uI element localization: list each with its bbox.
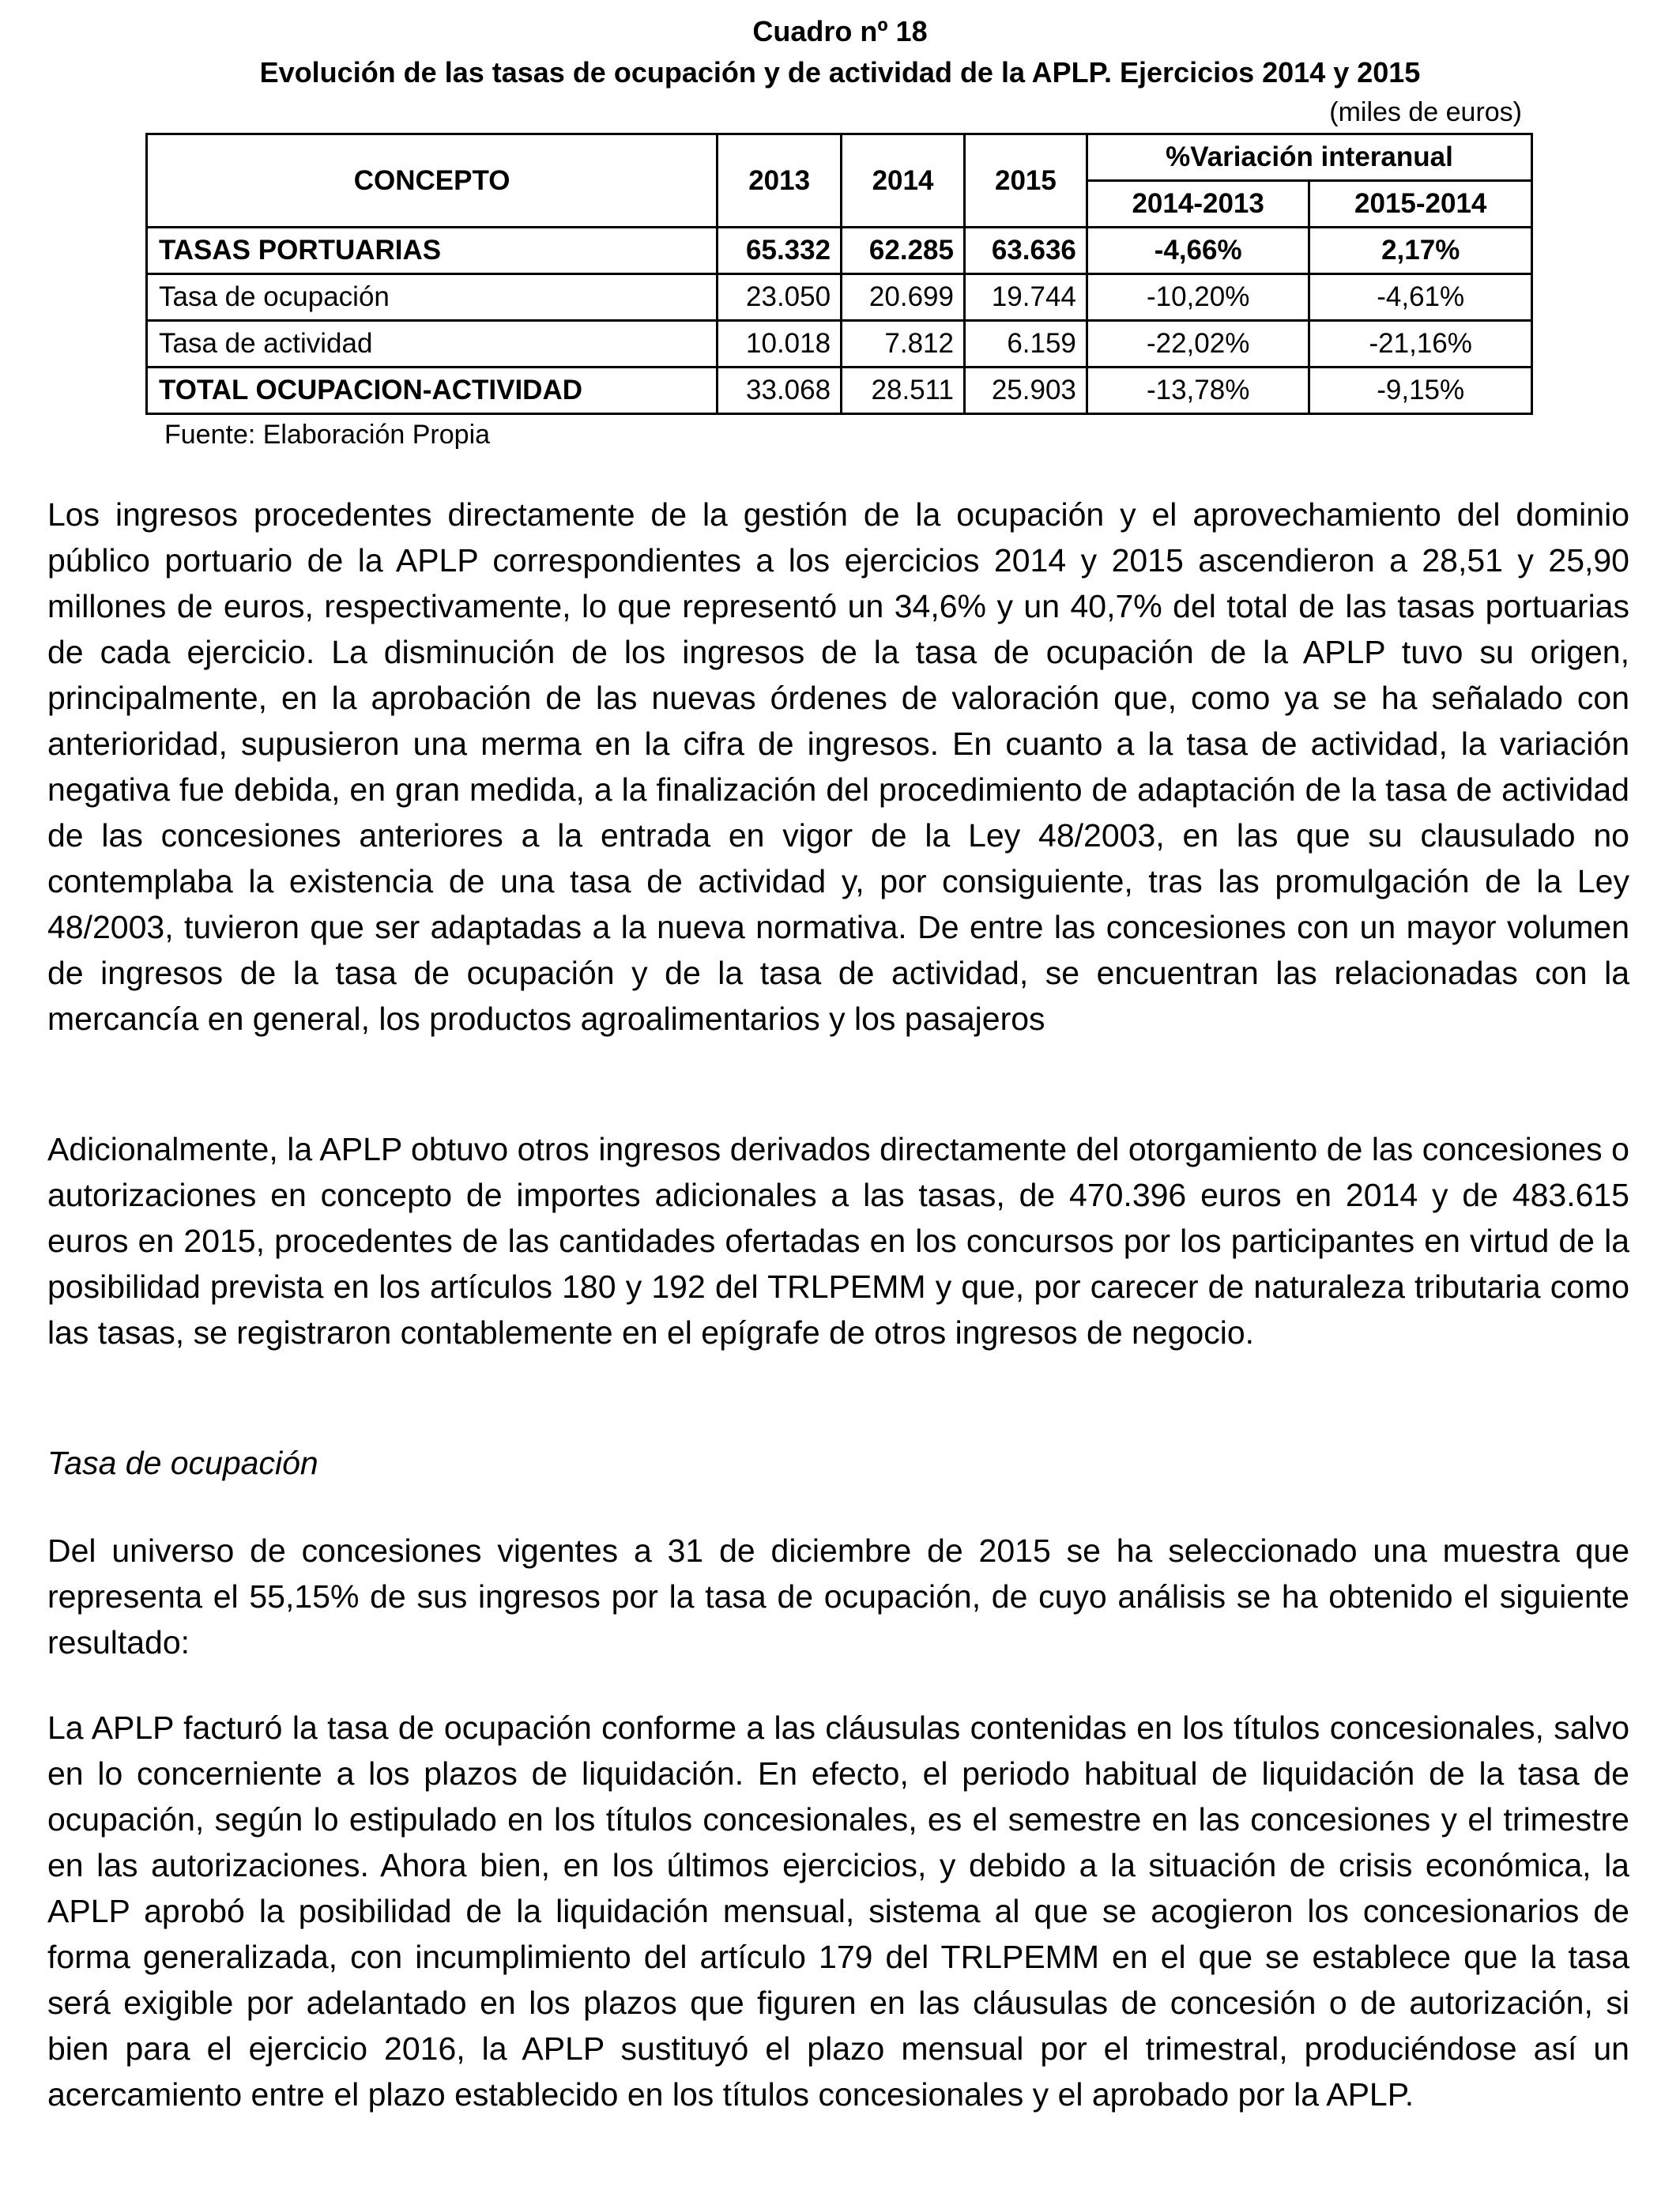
row-var-2014-2013: -10,20% — [1087, 274, 1309, 321]
row-2014: 7.812 — [842, 321, 965, 368]
row-2014: 62.285 — [842, 228, 965, 274]
row-var-2015-2014: 2,17% — [1309, 228, 1532, 274]
caption-number: Cuadro nº 18 — [752, 15, 928, 47]
header-2013: 2013 — [718, 134, 842, 228]
row-2014: 20.699 — [842, 274, 965, 321]
row-concept: Tasa de ocupación — [147, 274, 718, 321]
row-var-2015-2014: -9,15% — [1309, 368, 1532, 414]
row-concept: Tasa de actividad — [147, 321, 718, 368]
paragraph-billing: La APLP facturó la tasa de ocupación conforme a las cláusulas contenidas en los títulos concesionales, salvo en lo concerniente a los plazos de liquidación. En efecto, el periodo habitual de liquidación de la tasa de ocupación, según lo estipulado en los títulos concesionales, es el semestre en las concesiones y el trimestre en las autorizaciones. Ahora bien, en los últimos ejercicios, y debido a la situación de crisis económica, la APLP aprobó la posibilidad de la liquidación mensual, sistema al que se acogieron los concesionarios de forma generalizada, con incumplimiento del artículo 179 del TRLPEMM en el que se establece que la tasa será exigible por adelantado en los plazos que figuren en las cláusulas de concesión o de autorización, si bien para el ejercicio 2016, la APLP sustituyó el plazo mensual por el trimestral, produciéndose así un acercamiento entre el plazo establecido en los títulos concesionales y el aprobado por la APLP. — [47, 1710, 1629, 2113]
paragraph-income: Los ingresos procedentes directamente de la gestión de la ocupación y el aprovechamiento del dominio público portuario de la APLP correspondientes a los ejercicios 2014 y 2015 ascendieron a 28,51 y 25,90 millones de euros, respectivamente, lo que representó un 34,6% y un 40,7% del total de las tasas portuarias de cada ejercicio. La disminución de los ingresos de la tasa de ocupación de la APLP tuvo su origen, principalmente, en la aprobación de las nuevas órdenes de valoración que, como ya se ha señalado con anterioridad, supusieron una merma en la cifra de ingresos. En cuanto a la tasa de actividad, la variación negativa fue debida, en gran medida, a la finalización del procedimiento de adaptación de la tasa de actividad de las concesiones anteriores a la entrada en vigor de la Ley 48/2003, en las que su clausulado no contemplaba la existencia de una tasa de actividad y, por consiguiente, tras las promulgación de la Ley 48/2003, tuvieron que ser adaptadas a la nueva normativa. De entre las concesiones con un mayor volumen de ingresos de la tasa de ocupación y de la tasa de actividad, se encuentran las relacionadas con la mercancía en general, los productos agroalimentarios y los pasajeros — [47, 496, 1629, 1037]
header-var-2014-2013: 2014-2013 — [1087, 181, 1309, 228]
table-header-row — [147, 134, 1532, 181]
table-row — [147, 228, 1532, 274]
header-variation: %Variación interanual — [1087, 134, 1531, 181]
table-row — [147, 274, 1532, 321]
header-var-2015-2014: 2015-2014 — [1309, 181, 1532, 228]
occupation-activity-table — [145, 133, 1533, 415]
header-concept: CONCEPTO — [147, 134, 718, 228]
row-concept: TASAS PORTUARIAS — [147, 228, 718, 274]
header-2014: 2014 — [842, 134, 965, 228]
section-heading: Tasa de ocupación — [47, 1445, 318, 1481]
paragraph-additional-income: Adicionalmente, la APLP obtuvo otros ingresos derivados directamente del otorgamiento de las concesiones o autorizaciones en concepto de importes adicionales a las tasas, de 470.396 euros en 2014 y de 483.615 euros en 2015, procedentes de las cantidades ofertadas en los concursos por los participantes en virtud de la posibilidad prevista en los artículos 180 y 192 del TRLPEMM y que, por carecer de naturaleza tributaria como las tasas, se registraron contablemente en el epígrafe de otros ingresos de negocio. — [47, 1131, 1629, 1351]
row-2015: 19.744 — [964, 274, 1087, 321]
row-2013: 10.018 — [718, 321, 842, 368]
table-row — [147, 321, 1532, 368]
row-concept: TOTAL OCUPACION-ACTIVIDAD — [147, 368, 718, 414]
row-var-2015-2014: -4,61% — [1309, 274, 1532, 321]
row-2013: 65.332 — [718, 228, 842, 274]
row-var-2014-2013: -13,78% — [1087, 368, 1309, 414]
row-2013: 33.068 — [718, 368, 842, 414]
row-var-2014-2013: -4,66% — [1087, 228, 1309, 274]
row-var-2014-2013: -22,02% — [1087, 321, 1309, 368]
caption-title: Evolución de las tasas de ocupación y de actividad de la APLP. Ejercicios 2014 y 2015 — [259, 56, 1421, 89]
row-2014: 28.511 — [842, 368, 965, 414]
row-2015: 63.636 — [964, 228, 1087, 274]
table-row — [147, 368, 1532, 414]
paragraph-sample: Del universo de concesiones vigentes a 31 de diciembre de 2015 se ha seleccionado una muestra que representa el 55,15% de sus ingresos por la tasa de ocupación, de cuyo análisis se ha obtenido el siguiente resultado: — [47, 1532, 1629, 1661]
table-source: Fuente: Elaboración Propia — [164, 420, 491, 450]
row-var-2015-2014: -21,16% — [1309, 321, 1532, 368]
units-note: (miles de euros) — [1329, 97, 1522, 127]
row-2015: 25.903 — [964, 368, 1087, 414]
header-2015: 2015 — [964, 134, 1087, 228]
row-2013: 23.050 — [718, 274, 842, 321]
row-2015: 6.159 — [964, 321, 1087, 368]
